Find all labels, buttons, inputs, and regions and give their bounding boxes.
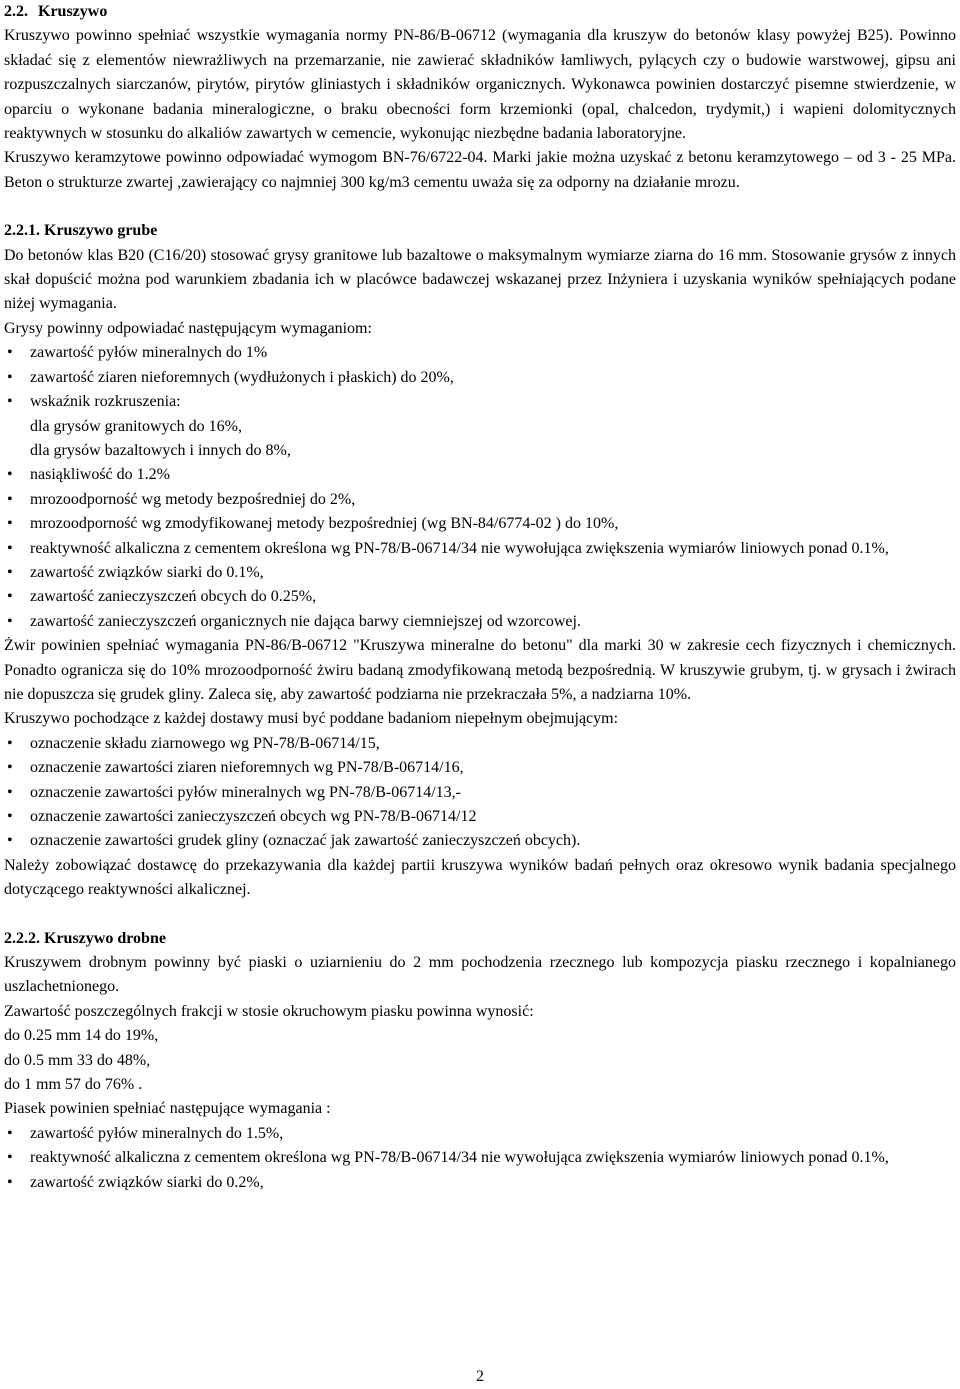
list-item: • mrozoodporność wg metody bezpośredniej do 2%, [4,488,956,512]
list-item: • zawartość związków siarki do 0.1%, [4,561,956,585]
list-item: • zawartość zanieczyszczeń obcych do 0.25%, [4,585,956,609]
list-item: • zawartość ziaren nieforemnych (wydłużonych i płaskich) do 20%, [4,366,956,390]
paragraph: Do betonów klas B20 (C16/20) stosować grysy granitowe lub bazaltowe o maksymalnym wymiarze ziarna do 16 mm. Stosowanie grysów z innych skał dopuścić można pod warunkiem zbadania ich w placówce badawczej wskazanej przez Inżyniera i uzyskania wyników spełniających podane niżej wymagania. [4,246,956,313]
sub-item: dla grysów granitowych do 16%, [30,417,242,435]
paragraph: Należy zobowiązać dostawcę do przekazywania dla każdej partii kruszywa wyników badań pełnych oraz okresowo wynik badania specjalnego dotyczącego reaktywności alkalicznej. [4,856,956,899]
paragraph: Żwir powinien spełniać wymagania PN-86/B-06712 "Kruszywa mineralne do betonu" dla marki 30 w zakresie cech fizycznych i chemicznych. Ponadto ogranicza się do 10% mrozoodporność żwiru badaną zmodyfikowaną metodą bezpośrednią. W kruszywie grubym, tj. w grysach i żwirach nie dopuszcza się grudek gliny. Zaleca się, aby zawartość podziarna nie przekraczała 5%, a nadziarna 10%. [4,637,956,703]
fraction-line: do 0.25 mm 14 do 19%, [4,1027,159,1045]
list-item: • zawartość pyłów mineralnych do 1.5%, [4,1122,956,1146]
list-item: • zawartość związków siarki do 0.2%, [4,1171,956,1195]
list-item: • oznaczenie zawartości pyłów mineralnych wg PN-78/B-06714/13,- [4,781,956,805]
fraction-line: do 0.5 mm 33 do 48%, [4,1051,151,1069]
list-item: • oznaczenie zawartości ziaren nieforemnych wg PN-78/B-06714/16, [4,756,956,780]
section-title: Kruszywo grube [44,222,158,240]
list-item-text: wskaźnik rozkruszenia: [30,393,181,411]
list-item: • oznaczenie składu ziarnowego wg PN-78/B-06714/15, [4,732,956,756]
paragraph: Kruszywo keramzytowe powinno odpowiadać wymogom BN-76/6722-04. Marki jakie można uzyskać z betonu keramzytowego – od 3 - 25 MPa. Beton o strukturze zwartej ,zawierający co najmniej 300 kg/m3 cementu uważa się za odporny na działanie mrozu. [4,149,956,191]
tests-list [4,732,956,854]
fraction-line: do 1 mm 57 do 76% . [4,1076,143,1094]
list-intro: Grysy powinny odpowiadać następującym wymaganiom: [4,319,372,337]
paragraph: Kruszywem drobnym powinny być piaski o uziarnieniu do 2 mm pochodzenia rzecznego lub kompozycja piasku rzecznego i kopalnianego uszlachetnionego. [4,954,956,996]
list-item: • oznaczenie zawartości zanieczyszczeń obcych wg PN-78/B-06714/12 [4,805,956,829]
section-heading-2-2-1 [4,219,956,243]
section-title: Kruszywo drobne [44,929,166,947]
list-intro: Kruszywo pochodzące z każdej dostawy musi być poddane badaniom niepełnym obejmującym: [4,710,619,728]
section-number: 2.2.1. [4,222,40,240]
list-intro: Zawartość poszczególnych frakcji w stosie okruchowym piasku powinna wynosić: [4,1002,534,1020]
list-item: • reaktywność alkaliczna z cementem określona wg PN-78/B-06714/34 nie wywołująca zwiększenia wymiarów liniowych ponad 0.1%, [4,537,956,561]
list-item: • zawartość pyłów mineralnych do 1% [4,341,956,365]
section-heading-2-2 [4,0,956,24]
section-number: 2.2. [4,3,28,20]
requirements-list [4,341,956,634]
page-number: 2 [476,1368,484,1385]
section-number: 2.2.2. [4,929,40,947]
list-item [4,390,956,463]
sub-item: dla grysów bazaltowych i innych do 8%, [30,441,291,459]
list-item: • reaktywność alkaliczna z cementem określona wg PN-78/B-06714/34 nie wywołująca zwiększenia wymiarów liniowych ponad 0.1%, [4,1146,956,1170]
paragraph: Kruszywo powinno spełniać wszystkie wymagania normy PN-86/B-06712 (wymagania dla kruszyw do betonów klasy powyżej B25). Powinno składać się z elementów niewrażliwych na przemarzanie, nie zawierać składników łamliwych, pylących czy o budowie warstwowej, gipsu ani rozpuszczalnych siarczanów, pirytów, pirytów gliniastych i składników organicznych. Wykonawca powinien dostarczyć pisemne stwierdzenie, w oparciu o wykonane badania mineralogiczne, o braku obecności form krzemionki (opal, chalcedon, trydymit,) i wapieni dolomitycznych reaktywnych w stosunku do alkaliów zawartych w cemencie, wykonując niezbędne badania laboratoryjne. [4,27,956,143]
sand-requirements-list [4,1122,956,1195]
list-intro: Piasek powinien spełniać następujące wymagania : [4,1100,331,1118]
list-item: • mrozoodporność wg zmodyfikowanej metody bezpośredniej (wg BN-84/6774-02 ) do 10%, [4,512,956,536]
list-item: • nasiąkliwość do 1.2% [4,463,956,487]
list-item: • oznaczenie zawartości grudek gliny (oznaczać jak zawartość zanieczyszczeń obcych). [4,829,956,853]
section-title: Kruszywo [38,3,108,20]
section-heading-2-2-2 [4,927,956,951]
list-item: • zawartość zanieczyszczeń organicznych nie dająca barwy ciemniejszej od wzorcowej. [4,610,956,634]
